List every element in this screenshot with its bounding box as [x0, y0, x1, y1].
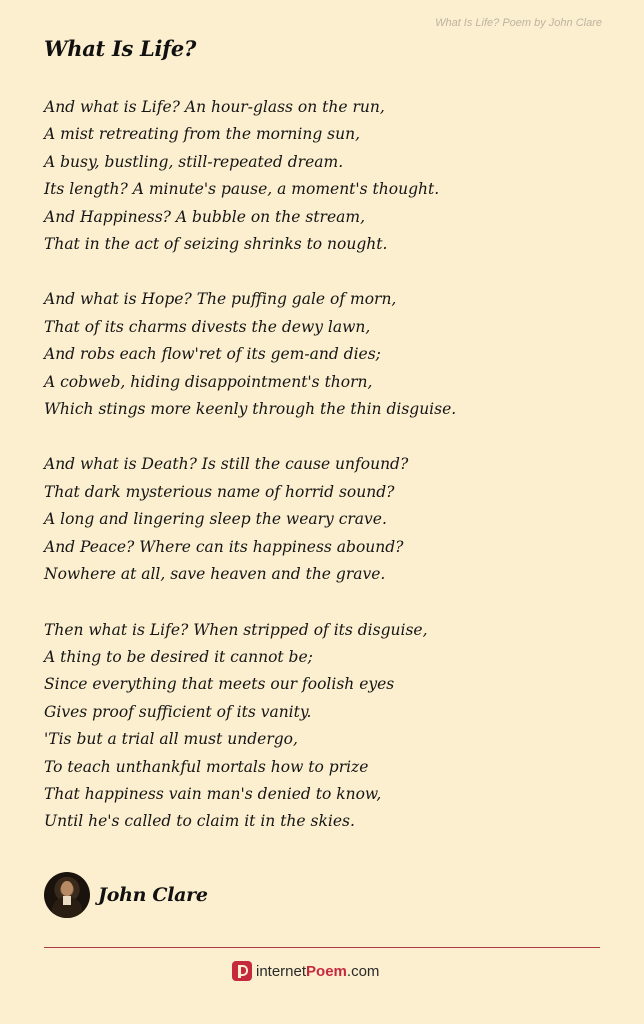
poem-body — [44, 94, 604, 864]
stanza-4 — [44, 617, 604, 836]
poem-line: And robs each flow'ret of its gem-and dies; — [44, 345, 381, 364]
internetpoem-logo-icon — [232, 961, 252, 981]
poem-line: A cobweb, hiding disappointment's thorn, — [44, 372, 373, 391]
brand-accent: Poem — [306, 962, 347, 980]
stanza-2 — [44, 286, 604, 423]
poem-title: What Is Life? — [44, 36, 196, 61]
poem-line: A long and lingering sleep the weary crave. — [44, 510, 387, 529]
poem-line: And what is Life? An hour-glass on the run, — [44, 98, 385, 116]
poem-line: To teach unthankful mortals how to prize — [44, 757, 369, 776]
author-name[interactable]: John Clare — [98, 884, 208, 906]
watermark: What Is Life? Poem by John Clare — [435, 17, 602, 29]
author-block[interactable] — [44, 872, 208, 918]
poem-line: And Peace? Where can its happiness abound? — [44, 537, 404, 556]
poem-line: That of its charms divests the dewy lawn, — [44, 317, 371, 336]
brand-prefix: internet — [256, 962, 307, 980]
stanza-1 — [44, 94, 604, 258]
poem-line: A mist retreating from the morning sun, — [44, 125, 361, 144]
poem-line: Until he's called to claim it in the skies. — [44, 812, 355, 831]
footer-divider — [44, 947, 600, 948]
poem-line: Which stings more keenly through the thin disguise. — [44, 400, 457, 419]
poem-line: Its length? A minute's pause, a moment's thought. — [44, 180, 440, 199]
brand-wordmark — [256, 963, 379, 980]
stanza-3 — [44, 451, 604, 588]
poem-line: And what is Death? Is still the cause unfound? — [44, 455, 409, 474]
avatar-collar — [63, 896, 71, 905]
poem-line: Nowhere at all, save heaven and the grave. — [44, 565, 386, 584]
brand-suffix: .com — [346, 962, 380, 980]
author-avatar[interactable] — [44, 872, 90, 918]
poem-line: A busy, bustling, still-repeated dream. — [44, 152, 344, 171]
poem-line: And Happiness? A bubble on the stream, — [44, 207, 365, 226]
poem-line: That in the act of seizing shrinks to nought. — [44, 235, 388, 254]
poem-line: Since everything that meets our foolish eyes — [44, 675, 395, 694]
poem-line: Gives proof sufficient of its vanity. — [44, 702, 312, 721]
poem-line: That happiness vain man's denied to know, — [44, 784, 382, 803]
poem-line: And what is Hope? The puffing gale of morn, — [44, 290, 397, 309]
brand-logo-link[interactable] — [232, 958, 379, 984]
poem-line: 'Tis but a trial all must undergo, — [44, 730, 298, 749]
poem-line: That dark mysterious name of horrid sound? — [44, 482, 395, 501]
poem-line: A thing to be desired it cannot be; — [44, 647, 313, 666]
poem-line: Then what is Life? When stripped of its disguise, — [44, 620, 428, 639]
avatar-face — [61, 881, 73, 896]
